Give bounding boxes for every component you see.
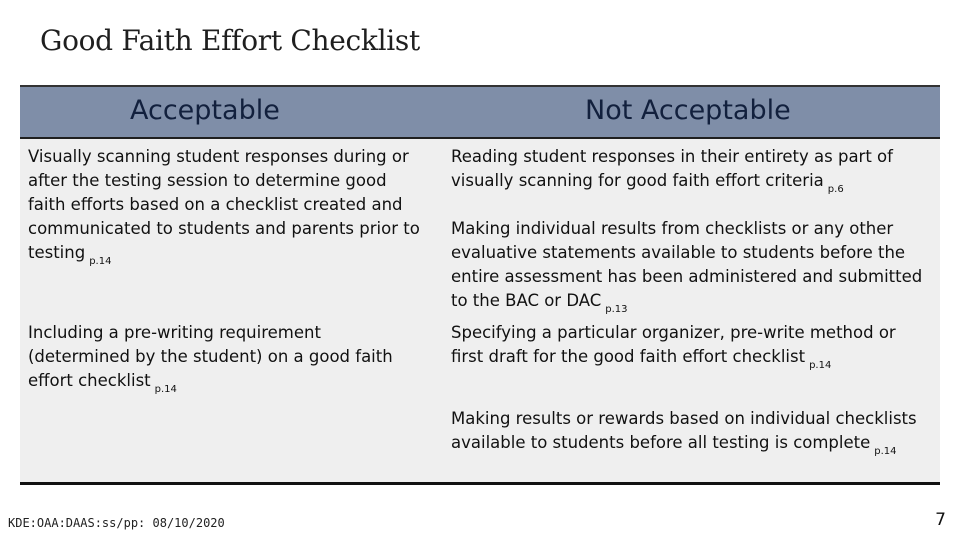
not-acceptable-item-1 [451,145,931,202]
item-text: Making results or rewards based on individual checklists available to students before all testing is complete [451,409,917,452]
page-reference: p.14 [874,446,897,457]
acceptable-item-1 [28,145,423,274]
page-reference: p.13 [605,304,628,315]
item-text: Reading student responses in their entirety as part of visually scanning for good faith effort criteria [451,147,893,190]
header-not-acceptable: Not Acceptable [585,95,791,126]
checklist-table [20,85,940,485]
slide-title: Good Faith Effort Checklist [40,24,420,57]
not-acceptable-item-3 [451,321,931,378]
not-acceptable-item-2 [451,217,931,322]
page-reference: p.14 [809,360,832,371]
header-acceptable: Acceptable [130,95,280,126]
footer-document-code: KDE:OAA:DAAS:ss/pp: 08/10/2020 [8,516,225,530]
page-number: 7 [935,510,946,530]
page-reference: p.14 [154,384,177,395]
item-text: Including a pre-writing requirement (determined by the student) on a good faith effort checklist [28,323,393,390]
not-acceptable-item-4 [451,407,931,464]
item-text: Specifying a particular organizer, pre-write method or first draft for the good faith effort checklist [451,323,896,366]
item-text: Making individual results from checklists or any other evaluative statements available to students before the entire assessment has been administered and submitted to the BAC or DAC [451,219,923,310]
item-text: Visually scanning student responses during or after the testing session to determine good faith efforts based on a checklist created and communicated to students and parents prior to testing [28,147,420,262]
page-reference: p.6 [827,184,844,195]
acceptable-item-2 [28,321,423,402]
table-header [20,87,940,139]
page-reference: p.14 [89,256,112,267]
